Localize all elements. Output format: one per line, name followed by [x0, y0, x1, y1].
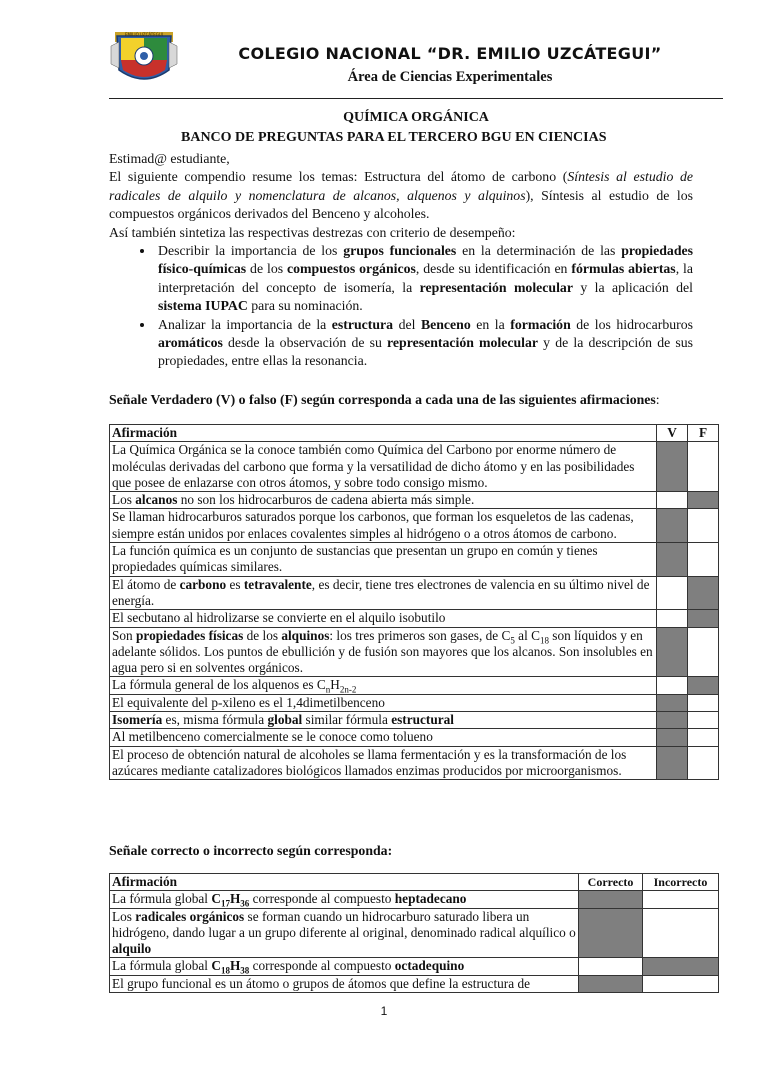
statement-cell: Al metilbenceno comercialmente se le conoce como tolueno [110, 729, 657, 746]
statement-cell: El secbutano al hidrolizarse se convierte en el alquilo isobutilo [110, 610, 657, 627]
false-cell[interactable] [688, 729, 719, 746]
skills-list [109, 242, 693, 371]
true-cell[interactable] [657, 729, 688, 746]
true-cell[interactable] [657, 627, 688, 677]
false-cell[interactable] [688, 712, 719, 729]
school-name: COLEGIO NACIONAL “DR. EMILIO UZCÁTEGUI” [238, 44, 662, 63]
page-number: 1 [380, 1004, 388, 1018]
greeting: Estimad@ estudiante, [109, 151, 230, 166]
correct-header: Correcto [579, 874, 643, 891]
table-row [110, 442, 719, 492]
document-subtitle: BANCO DE PREGUNTAS PARA EL TERCERO BGU EN CIENCIAS [181, 130, 607, 145]
true-cell[interactable] [657, 509, 688, 543]
statement-cell: El grupo funcional es un átomo o grupos de átomos que define la estructura de [110, 975, 579, 992]
false-header: F [688, 425, 719, 442]
correct-cell[interactable] [579, 891, 643, 908]
intro-body [109, 150, 693, 371]
table-header-row [110, 874, 719, 891]
table-row [110, 746, 719, 780]
table-row [110, 891, 719, 908]
statement-cell: Los radicales orgánicos se forman cuando un hidrocarburo saturado libera un hidrógeno, dando lugar a un grupo diferente al original, denominado radical alquílico o alquilo [110, 908, 579, 958]
false-cell[interactable] [688, 576, 719, 610]
statement-cell: Se llaman hidrocarburos saturados porque los carbonos, que forman los esqueletos de las cadenas, siempre están unidos por enlaces covalentes simples al hidrógeno o a otros átomos de carbono. [110, 509, 657, 543]
true-false-instruction: Señale Verdadero (V) o falso (F) según corresponda a cada una de las siguientes afirmaciones: [109, 392, 660, 407]
document-titles [109, 108, 723, 148]
table-header-row [110, 425, 719, 442]
statement-cell: La función química es un conjunto de sustancias que presentan un grupo en común y tienes propiedades químicas similares. [110, 543, 657, 577]
false-cell[interactable] [688, 610, 719, 627]
true-cell[interactable] [657, 694, 688, 711]
statement-cell: La fórmula global $C_{18}H_{38}$ corresponde al compuesto octadequino [110, 958, 579, 975]
school-crest-logo [109, 28, 179, 90]
true-cell[interactable] [657, 677, 688, 694]
table-row [110, 492, 719, 509]
incorrect-cell[interactable] [643, 975, 719, 992]
false-cell[interactable] [688, 677, 719, 694]
true-cell[interactable] [657, 442, 688, 492]
statement-cell: El átomo de carbono es tetravalente, es decir, tiene tres electrones de valencia en su último nivel de energía. [110, 576, 657, 610]
table-row [110, 908, 719, 958]
incorrect-cell[interactable] [643, 891, 719, 908]
false-cell[interactable] [688, 746, 719, 780]
true-false-table [109, 424, 719, 780]
correct-incorrect-instruction: Señale correcto o incorrecto según corresponda: [109, 843, 393, 858]
department-name: Área de Ciencias Experimentales [347, 69, 553, 85]
true-cell[interactable] [657, 543, 688, 577]
correct-incorrect-table [109, 873, 719, 993]
true-cell[interactable] [657, 576, 688, 610]
true-cell[interactable] [657, 610, 688, 627]
table-row [110, 576, 719, 610]
statement-cell: La Química Orgánica se la conoce también como Química del Carbono por enorme número de moléculas derivadas del carbono que forma y la versatilidad de dicho átomo y en las posibilidades que posee de enlazarse con otros átomos, y sobre todo consigo mismo. [110, 442, 657, 492]
table-row [110, 627, 719, 677]
statement-cell: Son propiedades físicas de los alquinos: los tres primeros son gases, de $C_5$ al $C_{18}$ son líquidos y en adelante sólidos. Los puntos de ebullición y de fusión son mayores que los alcanos. Son insolubles en agua pero si en solventes orgánicos. [110, 627, 657, 677]
incorrect-cell[interactable] [643, 958, 719, 975]
incorrect-header: Incorrecto [643, 874, 719, 891]
table-row [110, 543, 719, 577]
true-cell[interactable] [657, 492, 688, 509]
false-cell[interactable] [688, 627, 719, 677]
correct-cell[interactable] [579, 958, 643, 975]
true-cell[interactable] [657, 712, 688, 729]
statement-header: Afirmación [110, 874, 579, 891]
false-cell[interactable] [688, 492, 719, 509]
list-item: • Describir la importancia de los grupos funcionales en la determinación de las propiedades físico-químicas de los compuestos orgánicos, desde su identificación en fórmulas abiertas, la interpretación del concepto de isomería, la representación molecular y la aplicación del sistema IUPAC para su nominación. [155, 242, 693, 316]
statement-cell: El equivalente del p-xileno es el 1,4dimetilbenceno [110, 694, 657, 711]
statement-header: Afirmación [110, 425, 657, 442]
statement-cell: El proceso de obtención natural de alcoholes se llama fermentación y es la transformación de los azúcares mediante catalizadores biológicos llamados enzimas producidos por microorganismos. [110, 746, 657, 780]
false-cell[interactable] [688, 509, 719, 543]
true-cell[interactable] [657, 746, 688, 780]
table-row [110, 694, 719, 711]
false-cell[interactable] [688, 543, 719, 577]
intro-paragraph: El siguiente compendio resume los temas: Estructura del átomo de carbono (Síntesis al estudio de radicales de alquilo y nomenclatura de alcanos, alquenos y alquinos), Síntesis al estudio de los compuestos orgánicos derivados del Benceno y alcoholes. [109, 169, 693, 222]
correct-cell[interactable] [579, 908, 643, 958]
statement-cell: La fórmula global $C_{17}H_{36}$ corresponde al compuesto heptadecano [110, 891, 579, 908]
table-row [110, 677, 719, 694]
correct-cell[interactable] [579, 975, 643, 992]
statement-cell: Los alcanos no son los hidrocarburos de cadena abierta más simple. [110, 492, 657, 509]
skills-intro: Así también sintetiza las respectivas destrezas con criterio de desempeño: [109, 224, 516, 240]
subject-title: QUÍMICA ORGÁNICA [343, 110, 489, 125]
statement-cell: La fórmula general de los alquenos es $C_nH_{2n-2}$ [110, 677, 657, 694]
table-row [110, 975, 719, 992]
table-row [110, 509, 719, 543]
list-item: • Analizar la importancia de la estructura del Benceno en la formación de los hidrocarburos aromáticos desde la observación de su representación molecular y de la descripción de sus propiedades, entre ellas la resonancia. [155, 316, 693, 371]
false-cell[interactable] [688, 442, 719, 492]
statement-cell: Isomería es, misma fórmula global similar fórmula estructural [110, 712, 657, 729]
table-row [110, 729, 719, 746]
incorrect-cell[interactable] [643, 908, 719, 958]
true-header: V [657, 425, 688, 442]
table-row [110, 958, 719, 975]
table-row [110, 712, 719, 729]
crest-text: EMILIO UZCÁTEGUI [125, 32, 163, 37]
table-row [110, 610, 719, 627]
false-cell[interactable] [688, 694, 719, 711]
header-divider [109, 98, 723, 99]
